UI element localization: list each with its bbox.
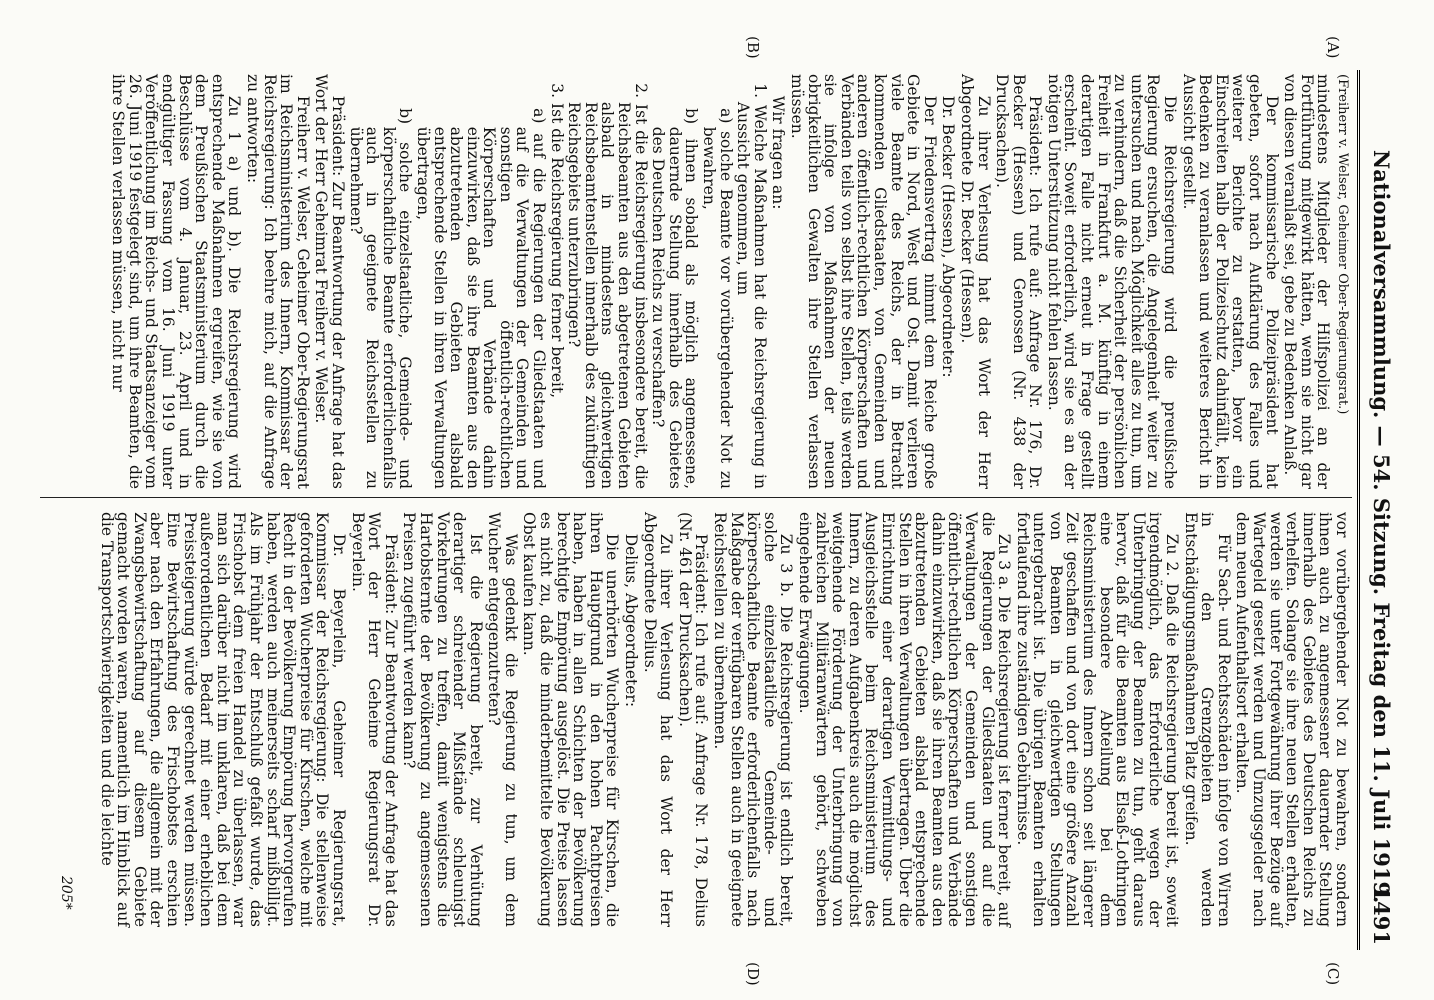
paragraph: Zu 3 a. Die Reichsregierung ist ferner bereit, auf die Regierungen der Gliedstaaten und auf die Verwaltungen der Gemeinden und sonstigen öffentlich-rechtlichen Körperschaften und Verbände dahin einzuwirken, daß sie ihren Beamten aus den abzutretenden Gebieten alsbald entsprechende Stellen in ihren Verwaltungen übertragen. Über die Einrichtung einer derartigen Vermittlungs- und Ausgleichsstelle beim Reichsministerium des Innern, zu deren Aufgabenkreis auch die möglichst weitgehende Förderung der Unterbringung von zahlreichen Militäranwärtern gehört, schweben eingehende Erwägungen. bbox=[796, 512, 1014, 927]
question-subitem: b) solche einzelstaatliche, Gemeinde- und körperschaftliche Beamte erforderlichenfalls auch in geeignete Reichsstellen zu übernehmen? bbox=[346, 108, 415, 489]
paragraph: Die Reichsregierung wird die preußische Regierung ersuchen, die Angelegenheit weiter zu untersuchen und nach Möglichkeit alles zu tun, um zu verhindern, daß die Sicherheit der persönlichen Freiheit in Frankfurt a. M. künftig in einem derartigen Falle nicht erneut in Frage gestellt erscheint. Soweit erforderlich, wird sie es an der nötigen Unterstützung nicht fehlen lassen. bbox=[1044, 74, 1180, 489]
page-header bbox=[1364, 0, 1394, 1000]
paragraph: Präsident: Zur Beantwortung der Anfrage hat das Wort der Herr Geheime Regierungsrat Dr. Beyerlein. bbox=[348, 512, 400, 927]
paragraph: Wir fragen an: bbox=[769, 95, 788, 210]
paragraph: Präsident: Zur Beantwortung der Anfrage hat das Wort der Herr Geheimrat Freiherr v. Welser. bbox=[312, 74, 347, 489]
paragraph: Zu 1 a) und b). Die Reichsregierung wird entsprechende Maßnahmen ergreifen, wie sie von dem Preußischen Staatsministerium durch die Beschlüsse vom 4. Januar, 23. April und in endgültiger Fassung vom 16. Juni 1919 unter Veröffentlichung im Reichs- und Staatsanzeiger vom 26. Juni 1919 festgelegt sind, um ihre Beamten, die ihre Stellen verlassen müssen, nicht nur bbox=[109, 74, 244, 489]
paragraph: vor vorübergehender Not zu bewahren, sondern ihnen auch zu angemessener dauernder Stellung innerhalb des Gebietes des Deutschen Reichs zu verhelfen. Solange sie ihre neuen Stellen erhalten, werden sie unter Fortgewährung ihrer Bezüge auf Wartegeld gesetzt werden und Umzugsgelder nach dem neuen Aufenthaltsort erhalten. bbox=[1233, 512, 1351, 927]
left-column bbox=[108, 74, 1350, 489]
paragraph: Für Sach- und Rechtsschäden infolge von Wirren in den Grenzgebieten werden Entschädigungsmaßnahmen Platz greifen. bbox=[1181, 512, 1233, 927]
paragraph: Dr. Beyerlein, Geheimer Regierungsrat, Kommissar der Reichsregierung: Die stellenweise geforderten Wucherpreise für Kirschen, welche mit Recht in der Bevölkerung Empörung hervorgerufen haben, werden auch meinerseits scharf mißbilligt. Als im Frühjahr der Entschluß gefaßt wurde, das Frischobst dem freien Handel zu überlassen, war man sich darüber nicht im unklaren, daß bei dem außerordentlichen Bedarf mit einer erheblichen Preissteigerung würde gerechnet werden müssen. Eine Bewirtschaftung des Frischobstes erschien aber nach den Erfahrungen, die allgemein mit der Zwangsbewirtschaftung auf diesem Gebiete gemacht worden waren, namentlich im Hinblick auf die Transportschwierigkeiten und die leichte bbox=[97, 512, 348, 927]
paragraph: Ist die Regierung bereit, zur Verhütung derartiger schreiender Mißstände schleunigst Vorkehrungen zu treffen, damit wenigstens die Hartobsternte der Bevölkerung zu angemessenen Preisen zugeführt werden kann? bbox=[400, 512, 485, 927]
paragraph: Zu ihrer Verlesung hat das Wort der Herr Abgeordnete Dr. Becker (Hessen). bbox=[957, 74, 993, 489]
question-subitem: a) auf die Regierungen der Gliedstaaten und auf die Verwaltungen der Gemeinden und sonstigen öffentlich-rechtlichen Körperschaften und Verbände dahin einzuwirken, daß sie ihre Beamten aus den abzutretenden Gebieten alsbald entsprechende Stellen in ihren Verwaltungen übertragen, bbox=[413, 108, 549, 489]
paragraph: Der Friedensvertrag nimmt dem Reiche große Gebiete in Nord, West und Ost. Damit verlieren viele Beamte des Reichs, der in Betracht kommenden Gliedstaaten, von Gemeinden und anderen öffentlich-rechtlichen Körperschaften und Verbänden teils von selbst ihre Stellen, teils werden sie infolge von Maßnahmen der neuen obrigkeitlichen Gewalten ihre Stellen verlassen müssen. bbox=[788, 74, 939, 489]
paragraph: Was gedenkt die Regierung zu tun, um dem Wucher entgegenzutreten? bbox=[485, 512, 520, 927]
margin-mark-d: (D) bbox=[744, 962, 762, 986]
paragraph: Freiherr v. Welser, Geheimer Ober-Regierungsrat im Reichsministerium des Innern, Kommissar der Reichsregierung: Ich beehre mich, auf die Anfrage zu antworten: bbox=[244, 74, 312, 489]
speaker-continuation: (Freiherr v. Welser, Geheimer Ober-Regierungsrat.) bbox=[1335, 74, 1350, 415]
column-separator bbox=[40, 497, 1352, 498]
paragraph: mindestens Mitglieder der Hilfspolizei an der Fortführung mitgewirkt hätten, wenn sie nicht gar von diesen veranlaßt sei, gebe zu Bedenken Anlaß. bbox=[1281, 74, 1333, 489]
paragraph: Zu 2. Daß die Reichsregierung bereit ist, soweit irgendmöglich, das Erforderliche wegen der Unterbringung der Beamten zu tun, geht daraus hervor, daß für die Beamten aus Elsaß-Lothringen eine besondere Abteilung bei dem Reichsministerium des Innern schon seit längerer Zeit geschaffen und von dort eine größere Anzahl von Beamten in gleichwertigen Stellungen untergebracht ist. Die übrigen Beamten erhalten fortlaufend ihre zuständigen Gebührnisse. bbox=[1013, 512, 1182, 927]
paragraph: Präsident: Ich rufe auf: Anfrage Nr. 178, Delius (Nr. 461 der Drucksachen). bbox=[675, 512, 711, 927]
paragraph: Zu 3 b. Die Reichsregierung ist endlich bereit, solche einzelstaatliche Gemeinde- und körperschaftliche Beamte erforderlichenfalls nach Maßgabe der verfügbaren Stellen auch in geeignete Reichsstellen zu übernehmen. bbox=[711, 512, 796, 927]
speaker-line: Dr. Becker (Hessen), Abgeordneter: bbox=[939, 95, 958, 378]
page-number: 1491 bbox=[1369, 886, 1394, 945]
right-column bbox=[96, 512, 1350, 927]
page-title: Nationalversammlung. — 54. Sitzung. Freitag den 11. Juli 1919. bbox=[1369, 150, 1394, 904]
paragraph: Präsident: Ich rufe auf: Anfrage Nr. 176, Dr. Becker (Hessen) und Genossen (Nr. 438 der Drucksachen). bbox=[993, 74, 1045, 489]
question-item: 2. Ist die Reichsregierung insbesondere bereit, die Reichsbeamten aus den abgetretenen Gebieten alsbald in mindestens gleichwertigen Reichsbeamtenstellen innerhalb des zukünftigen Reichsgebiets unterzubringen? bbox=[565, 83, 650, 489]
question-subitem: a) solche Beamte vor vorübergehender Not zu bewahren, bbox=[700, 108, 735, 489]
margin-mark-a: (A) bbox=[1324, 36, 1342, 59]
paragraph: Der kommissarische Polizeipräsident hat gebeten, sofort nach Aufklärung des Falles und weiterer Berichte zu erstatten, bevor ein Einschreiten halb der Polizeischutz dahinfällt, kein Bedenken zu veranlassen und weiteres Bericht in Aussicht gestellt. bbox=[1179, 74, 1281, 489]
paragraph: Die unerhörten Wucherpreise für Kirschen, die ihren Hauptgrund in den hohen Pachtpreisen haben, haben in allen Schichten der Bevölkerung berechtigte Empörung ausgelöst. Die Preise lassen es nicht zu, daß die minderbemittelte Bevölkerung Obst kaufen kann. bbox=[520, 512, 622, 927]
question-item: 3. Ist die Reichsregierung ferner bereit, bbox=[547, 83, 566, 399]
margin-mark-c: (C) bbox=[1324, 962, 1342, 986]
signature-mark: 205* bbox=[58, 876, 74, 910]
header-rule bbox=[1357, 70, 1360, 950]
question-subitem: b) ihnen sobald als möglich angemessene, dauernde Stellung innerhalb des Gebietes des Deutschen Reichs zu verschaffen? bbox=[649, 108, 701, 489]
paragraph: Zu ihrer Verlesung hat das Wort der Herr Abgeordnete Delius. bbox=[640, 512, 676, 927]
question-item: 1. Welche Maßnahmen hat die Reichsregierung in Aussicht genommen, um bbox=[734, 83, 769, 489]
margin-mark-b: (B) bbox=[744, 36, 762, 59]
speaker-line: Delius, Abgeordneter: bbox=[622, 533, 641, 708]
